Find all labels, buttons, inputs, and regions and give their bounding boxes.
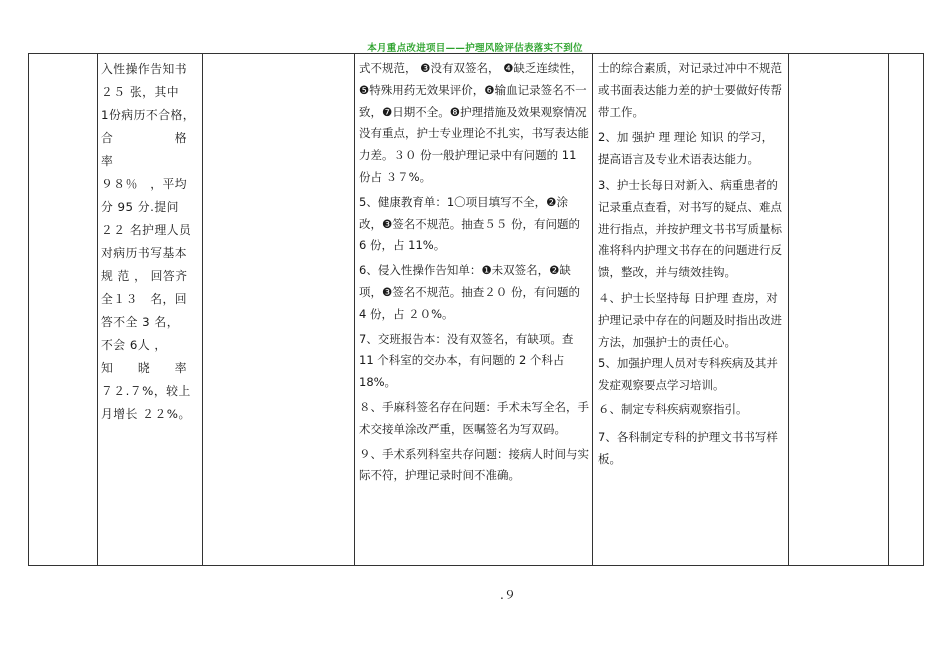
measure-paragraph: 3、护士长每日对新入、病重患者的记录重点查看，对书写的疑点、难点进行指点，并按护理文书书写质量标准将科内护理文书存在的问题进行反馈，整改，并与绩效挂钩。 (598, 177, 782, 280)
measure-paragraph: 2、加 强护 理 理论 知识 的学习，提高语言及专业术语表达能力。 (598, 130, 774, 167)
text-line: 答不全 3 名， (101, 315, 179, 329)
column-divider (592, 54, 593, 565)
column-divider (354, 54, 355, 565)
text-line: ９８％ ，平均 (101, 177, 188, 191)
column-divider (97, 54, 98, 565)
text-line: 对病历书写基本 (101, 246, 188, 260)
content-table (28, 53, 924, 566)
page-header-title: 本月重点改进项目——护理风险评估表落实不到位 (367, 43, 583, 54)
text-line: 率 (101, 154, 114, 168)
text-line: ２５ 张，其中 (101, 85, 180, 99)
text-line: 规 范 ， 回答齐 (101, 269, 188, 283)
text-line: 分 95 分.提问 (101, 200, 179, 214)
measure-paragraph: ６、制定专科疾病观察指引。 (598, 401, 748, 416)
issue-paragraph: 5、健康教育单：1〇项目填写不全，❷涂改，❸签名不规范。抽查５５ 份，有问题的 6 份，占 11%。 (359, 194, 580, 253)
text-line: 全１３ 名，回 (101, 292, 188, 306)
measure-paragraph: ４、护士长坚持每 日护理 查房，对护理记录中存在的问题及时指出改进方法，加强护士的责任心。 (598, 290, 782, 349)
column-6-measures (598, 58, 784, 470)
measure-paragraph: 5、加强护理人员对专科疾病及其并发症观察要点学习培训。 (598, 356, 778, 393)
text-line: 知 晓 率 (101, 361, 188, 375)
issue-paragraph: ９、手术系列科室共存问题：接病人时间与实际不符，护理记录时间不准确。 (359, 446, 589, 483)
text-line: 月增长 ２２%。 (101, 407, 191, 421)
column-5-issues (359, 58, 589, 487)
text-line: ２２ 名护理人员 (101, 223, 192, 237)
text-line: 1份病历不合格， (101, 108, 196, 122)
measure-paragraph: 士的综合素质，对记录过冲中不规范或书面表达能力差的护士要做好传帮带工作。 (598, 61, 782, 119)
column-divider (888, 54, 889, 565)
page-number: .９ (500, 588, 516, 602)
issue-paragraph: 式不规范， ❸没有双签名， ❹缺乏连续性， ❺特殊用药无效果评价，❻输血记录签名不一致，❼日期不全。❽护理措施及效果观察情况没有重点，护士专业理论不扎实，书写表达能力差。３０ 份一般护理记录中有问题的 11 份占 ３７%。 (359, 61, 589, 184)
issue-paragraph: ８、手麻科签名存在问题：手术未写全名，手术交接单涂改严重，医嘱签名为写双码。 (359, 399, 589, 436)
issue-paragraph: 7、交班报告本：没有双签名，有缺项。查 11 个科室的交办本，有问题的 2 个科占 18%。 (359, 331, 574, 390)
column-divider (788, 54, 789, 565)
text-line: 不会 6人 ， (101, 338, 167, 352)
text-line: ７２.７%，较上 (101, 384, 191, 398)
column-divider (202, 54, 203, 565)
text-line: 入性操作告知书 (101, 62, 188, 76)
measure-paragraph: 7、各科制定专科的护理文书书写样板。 (598, 429, 778, 466)
column-2-text (101, 58, 201, 426)
text-line: 合 格 (101, 131, 188, 145)
issue-paragraph: 6、侵入性操作告知单：❶未双签名，❷缺项，❸签名不规范。抽查２０ 份，有问题的 4 份，占 ２０%。 (359, 263, 580, 321)
